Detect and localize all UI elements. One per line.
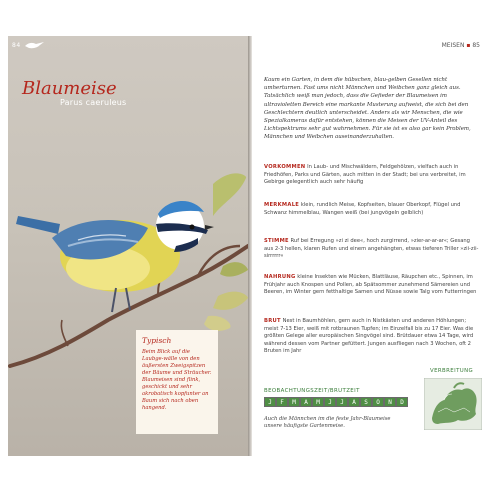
- section-merkmale: [264, 202, 480, 217]
- right-page-number: 85: [472, 42, 480, 49]
- section-brut: [264, 318, 480, 356]
- month-cell: J: [336, 397, 348, 407]
- bird-logo-icon: [24, 40, 46, 50]
- section-text: Nest in Baumhöhlen, gern auch in Nistkästen und anderen Höhlungen; meist 7-13 Eier, weiß mit rotbraunen Tupfen; im Einzelfall bis zu 17 Eier. Was die größten Gelege aller europäischen Singvögel sind. Brütdauer etwa 14 Tage, wird während dessen vom Partner gefüttert. Jungen ausfliegen nach 3 Wochen, oft 2 Bruten im Jahr: [264, 318, 474, 355]
- right-page: [254, 36, 486, 456]
- latin-name: Parus caeruleus: [60, 98, 127, 107]
- month-cell: M: [312, 397, 324, 407]
- month-cell: M: [288, 397, 300, 407]
- distribution-title: VERBREITUNG: [430, 368, 474, 374]
- section-text: klein, rundlich Meise, Kopfseiten, blauer Oberkopf, Flügel und Schwanz himmelblau, Wangen weiß (bei jungvögeln gelblich): [264, 202, 461, 216]
- book-spread: [8, 36, 486, 456]
- month-cell: J: [264, 397, 276, 407]
- month-cell: O: [372, 397, 384, 407]
- book-spine: [248, 36, 252, 456]
- section-vorkommen: [264, 164, 480, 187]
- month-cell: A: [348, 397, 360, 407]
- month-cell: S: [360, 397, 372, 407]
- section-heading: NAHRUNG: [264, 274, 296, 280]
- month-cell: J: [324, 397, 336, 407]
- section-heading: STIMME: [264, 238, 289, 244]
- section-text: kleine Insekten wie Mücken, Blattläuse, Räupchen etc., Spinnen, im Frühjahr auch Knospen und Pollen, ab Spätsommer zunehmend Sämereien und Beeren, im Winter gern fetthaltige Samen und Nüsse sowie Talg vom Futterringen: [264, 274, 477, 296]
- section-text: Ruf bei Erregung »zi zi dee«, hoch zurgirrend, »zier-ar-ar-ar«; Gesang aus 2-3 hellen, klaren Rufen und einem angehängten, etwas tieferen Triller »zii-zii-sirrrrrr«: [264, 238, 479, 260]
- section-heading: BRUT: [264, 318, 281, 324]
- section-nahrung: [264, 274, 480, 297]
- typisch-title: Typisch: [142, 336, 172, 345]
- section-heading: VORKOMMEN: [264, 164, 306, 170]
- month-cell: A: [300, 397, 312, 407]
- section-stimme: [264, 238, 480, 261]
- species-title: Blaumeise: [22, 78, 117, 99]
- month-cell: F: [276, 397, 288, 407]
- observation-title: BEOBACHTUNGSZEIT/BRUTZEIT: [264, 388, 360, 394]
- right-page-header: MEISEN ▪ 85: [441, 42, 480, 49]
- section-text: In Laub- und Mischwäldern, Feldgehölzen, vielfach auch in Friedhöfen, Parks und Gärten, auch mitten in der Stadt; bei uns verbreitet, im Gebirge gelegentlich auch sehr häufig: [264, 164, 466, 186]
- section-heading: MERKMALE: [264, 202, 300, 208]
- distribution-map-icon: [424, 378, 482, 430]
- observation-note: Auch die Männchen im die feste Jahr-Blaumeise unsere häufigste Gartenmeise.: [264, 416, 391, 430]
- header-label: MEISEN: [441, 42, 465, 49]
- typisch-box: [136, 330, 218, 434]
- month-cell: N: [384, 397, 396, 407]
- intro-text: Kaum ein Garten, in dem die hübschen, blau-gelben Gesellen nicht umherturnen. Fast ums nicht Männchen und Weibchen ganz gleich aus. Tatsächlich weiß man jedoch, dass die Gefieder der Blaumeisen im ultravioletten Bereich eine markante Musterung aufweist, die sich bei den Geschlechtern deutlich unterscheidet. Anders als wir Menschen, die wie Spezialkameras dafür entstehen, können die Meisen der UV-Anteil des Lichtspektrums sehr gut wahrnehmen. Für sie ist es also gar kein Problem, Männchen und Weibchen auseinanderzuhalten.: [264, 77, 471, 141]
- left-page-number: 84: [12, 42, 21, 49]
- left-page-photo: [8, 36, 248, 456]
- month-cell: D: [396, 397, 408, 407]
- typisch-text: Beim Blick auf die Laubge-wälle von den äußersten Zweigspitzen der Bäume und Sträucher. Blaumeisen sind flink, geschickt und sehr akrobatisch kopfunter an Baum sich nach oben hangend.: [142, 349, 212, 411]
- month-calendar: [264, 397, 408, 407]
